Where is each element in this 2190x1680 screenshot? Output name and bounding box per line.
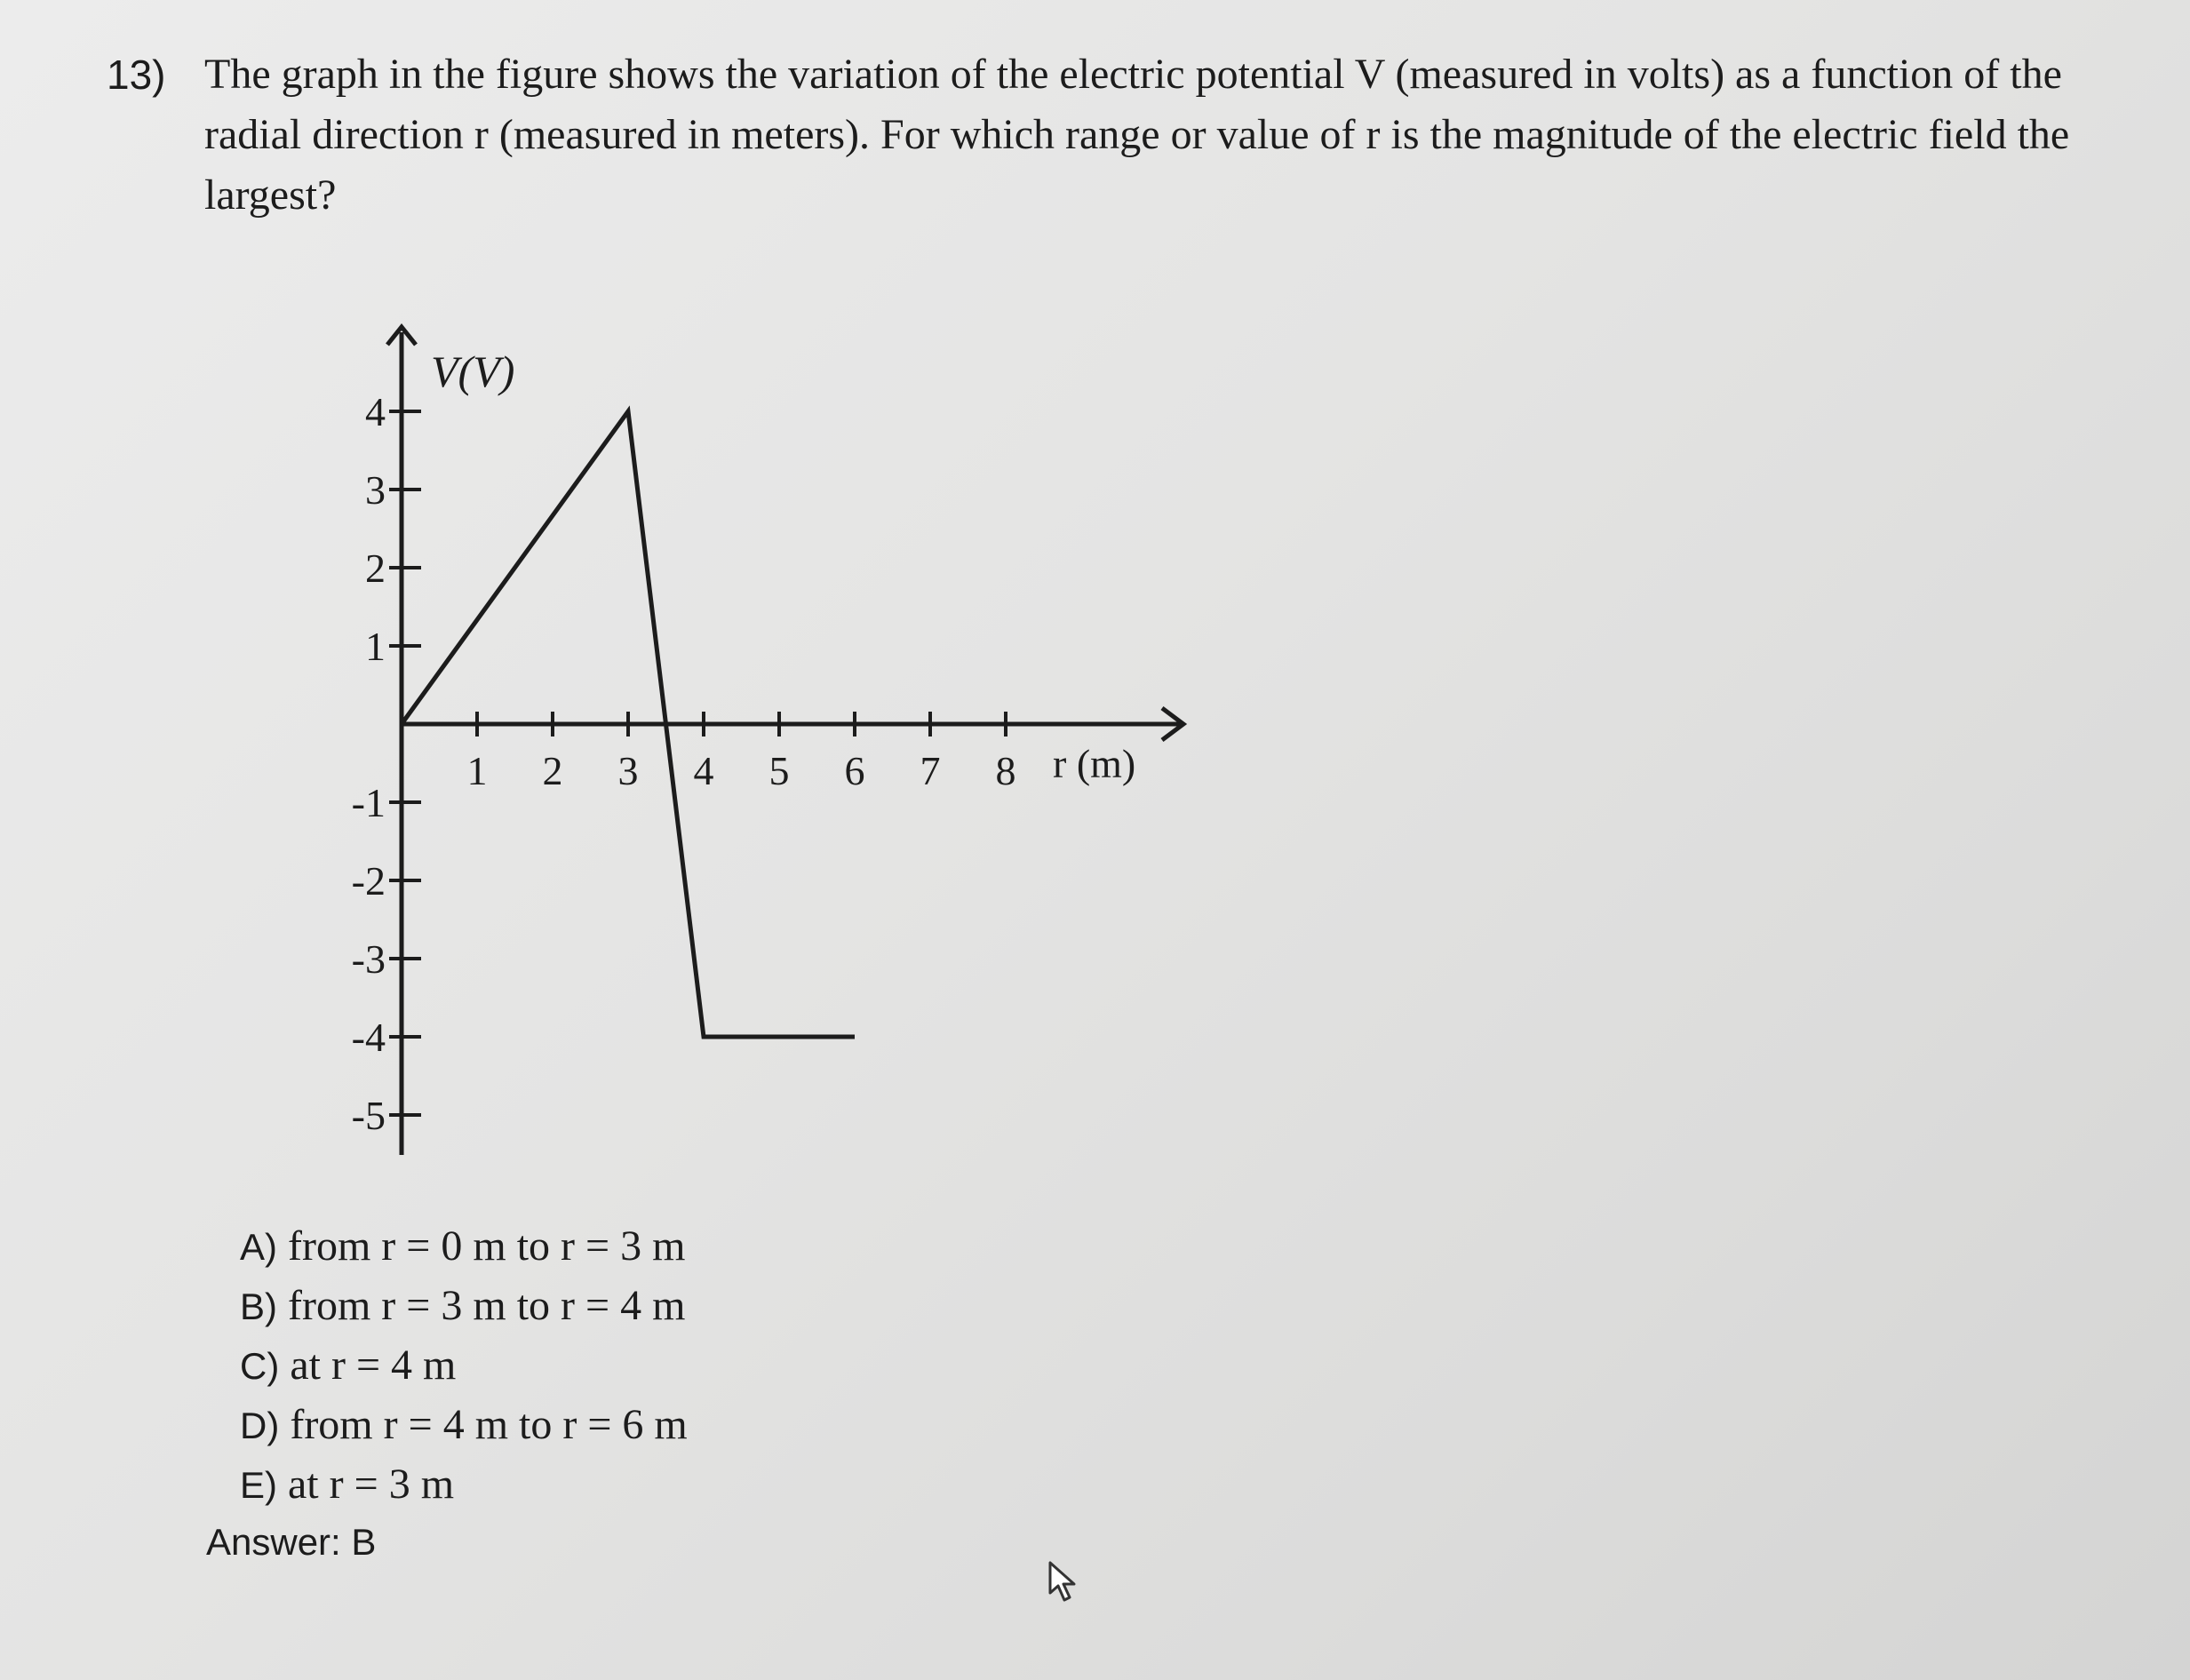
answer-text: Answer: B [206, 1521, 377, 1563]
answer-options [240, 1217, 688, 1515]
y-tick-label: 4 [365, 389, 386, 434]
option-text: from r = 4 m to r = 6 m [290, 1401, 688, 1448]
x-tick-label: 2 [542, 748, 563, 793]
y-tick-label: -1 [351, 780, 386, 825]
option-letter: B) [240, 1286, 277, 1327]
potential-graph [320, 284, 1226, 1155]
option-text: from r = 0 m to r = 3 m [288, 1222, 686, 1270]
y-tick-label: -2 [351, 858, 386, 904]
y-tick-label: 3 [365, 467, 386, 513]
x-tick-label: 6 [844, 748, 865, 793]
x-tick-label: 1 [466, 748, 488, 793]
option-text: at r = 3 m [288, 1461, 455, 1508]
option-b [240, 1277, 688, 1336]
graph-ticks [352, 389, 1016, 1138]
y-tick-label: -5 [351, 1093, 386, 1138]
option-d [240, 1396, 688, 1455]
x-tick-label: 4 [693, 748, 714, 793]
option-letter: C) [240, 1345, 280, 1387]
x-axis-label: r (m) [1053, 741, 1136, 786]
question-number: 13) [107, 52, 166, 98]
option-letter: D) [240, 1405, 280, 1446]
x-tick-label: 7 [920, 748, 941, 793]
option-a [240, 1217, 688, 1277]
option-letter: E) [240, 1464, 277, 1506]
question-text: The graph in the figure shows the variation of the electric potential V (measured in volts) as a function of the radial direction r (measured in meters). For which range or value of r is the magnitude of the electric field the largest? [204, 51, 2070, 219]
x-tick-label: 5 [768, 748, 790, 793]
option-text: at r = 4 m [290, 1342, 457, 1389]
option-c [240, 1336, 688, 1396]
x-tick-label: 3 [617, 748, 639, 793]
option-letter: A) [240, 1226, 277, 1268]
y-tick-label: 2 [365, 545, 386, 591]
x-tick-label: 8 [995, 748, 1016, 793]
mouse-pointer-icon [1047, 1559, 1082, 1604]
y-tick-label: -3 [351, 936, 386, 982]
y-tick-label: -4 [351, 1015, 386, 1060]
y-axis-label: V(V) [431, 346, 515, 396]
y-tick-label: 1 [365, 624, 386, 669]
option-text: from r = 3 m to r = 4 m [288, 1282, 686, 1329]
option-e [240, 1455, 688, 1515]
